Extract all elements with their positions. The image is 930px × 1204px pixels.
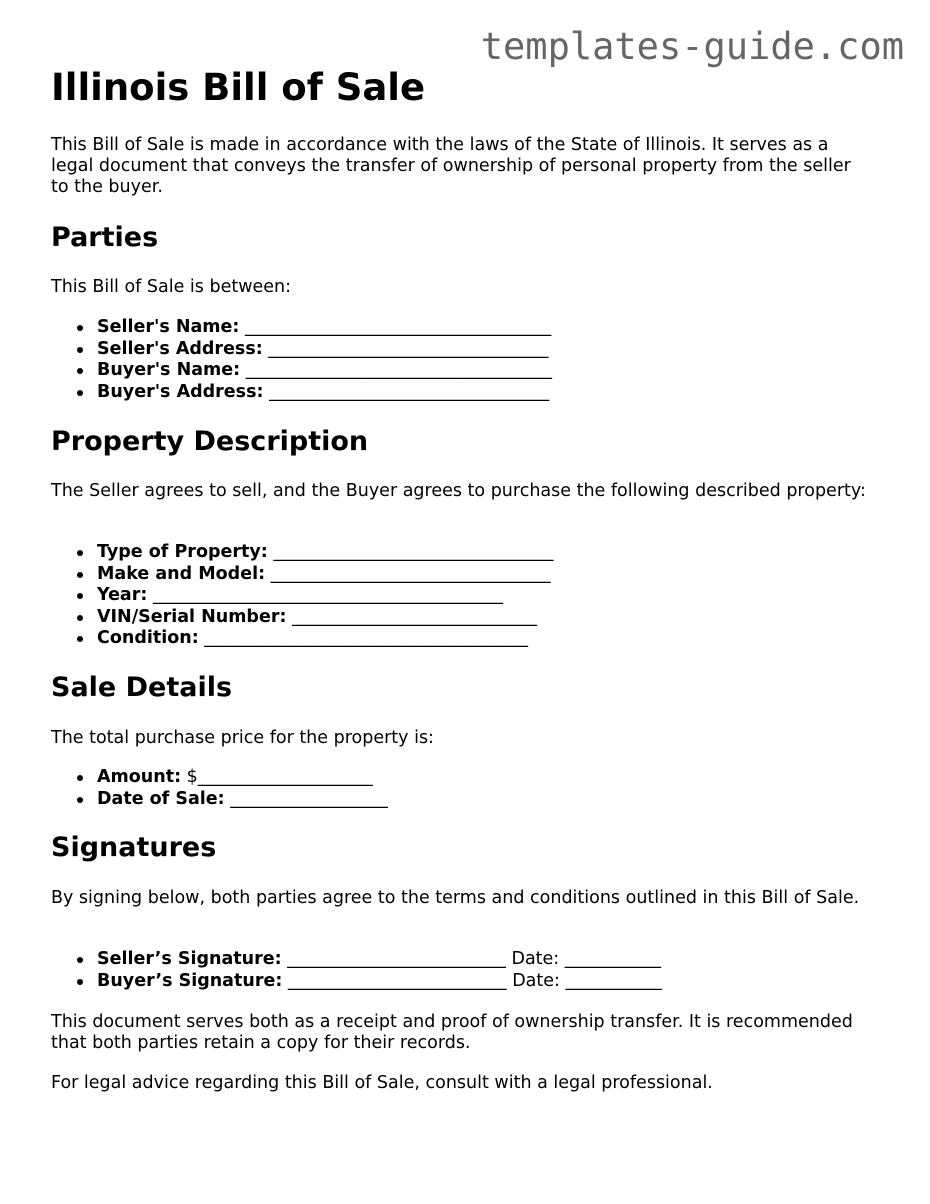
field-label: VIN/Serial Number: bbox=[97, 606, 287, 627]
sale-text: The total purchase price for the property is: bbox=[51, 728, 434, 748]
blank-line: ___________________________________ bbox=[239, 317, 552, 337]
field-buyers-address[interactable] bbox=[51, 382, 871, 404]
watermark: templates-guide.com bbox=[480, 25, 904, 68]
field-label: Date of Sale: bbox=[97, 788, 225, 809]
field-label: Amount: bbox=[97, 767, 182, 787]
blank-line: ________________________________ bbox=[265, 563, 551, 584]
field-label: Buyer’s Signature: bbox=[97, 970, 283, 991]
parties-heading: Parties bbox=[51, 222, 159, 253]
signatures-text: By signing below, both parties agree to the terms and conditions outlined in this Bill of Sale. bbox=[51, 888, 860, 908]
field-sellers-signature[interactable] bbox=[51, 949, 871, 971]
field-amount[interactable] bbox=[51, 767, 871, 789]
field-type-of-property[interactable] bbox=[51, 542, 871, 564]
property-heading: Property Description bbox=[51, 426, 369, 457]
field-label: Seller’s Signature: bbox=[97, 949, 282, 969]
intro-paragraph: This Bill of Sale is made in accordance with the laws of the State of Illinois. It serves as a legal document that conveys the transfer of ownership of personal property from the seller to the buyer. bbox=[51, 135, 851, 197]
field-label: Buyer's Address: bbox=[97, 381, 264, 402]
property-list bbox=[51, 542, 871, 650]
field-vin-serial-number[interactable] bbox=[51, 607, 871, 629]
blank-line: ________________________________ bbox=[267, 542, 554, 562]
field-label: Seller's Address: bbox=[97, 338, 263, 359]
field-make-and-model[interactable] bbox=[51, 564, 871, 586]
field-condition[interactable] bbox=[51, 628, 871, 650]
field-label: Year: bbox=[97, 585, 148, 606]
sale-heading: Sale Details bbox=[51, 672, 233, 703]
blank-line: $____________________ bbox=[181, 767, 373, 787]
closing-paragraph: This document serves both as a receipt and proof of ownership transfer. It is recommended that both parties retain a copy for their records. bbox=[51, 1012, 853, 1053]
field-date-of-sale[interactable] bbox=[51, 789, 871, 811]
parties-text: This Bill of Sale is between: bbox=[51, 277, 292, 297]
blank-line: ________________________________ bbox=[263, 381, 550, 402]
field-label: Seller's Name: bbox=[97, 317, 240, 337]
blank-line: ________________________________________ bbox=[147, 585, 503, 606]
blank-line: __________________ bbox=[224, 788, 388, 809]
signatures-list bbox=[51, 949, 871, 992]
blank-line: ___________________________________ bbox=[240, 360, 552, 381]
blank-line: ____________________________ bbox=[286, 606, 538, 627]
field-label: Type of Property: bbox=[97, 542, 268, 562]
field-sellers-address[interactable] bbox=[51, 339, 871, 361]
property-text: The Seller agrees to sell, and the Buyer agrees to purchase the following described property: bbox=[51, 481, 866, 501]
blank-line: _________________________ Date: ___________ bbox=[281, 949, 662, 969]
page-title: Illinois Bill of Sale bbox=[51, 66, 426, 109]
blank-line: _________________________ Date: ___________ bbox=[282, 970, 662, 991]
field-label: Buyer's Name: bbox=[97, 360, 241, 381]
field-sellers-name[interactable] bbox=[51, 317, 871, 339]
field-year[interactable] bbox=[51, 585, 871, 607]
sale-list bbox=[51, 767, 871, 810]
field-label: Make and Model: bbox=[97, 563, 266, 584]
field-buyers-signature[interactable] bbox=[51, 971, 871, 993]
field-label: Condition: bbox=[97, 628, 199, 649]
signatures-heading: Signatures bbox=[51, 832, 217, 863]
blank-line: _____________________________________ bbox=[198, 628, 529, 649]
legal-advice-paragraph: For legal advice regarding this Bill of Sale, consult with a legal professional. bbox=[51, 1073, 713, 1093]
parties-list bbox=[51, 317, 871, 403]
field-buyers-name[interactable] bbox=[51, 360, 871, 382]
blank-line: ________________________________ bbox=[262, 338, 549, 359]
